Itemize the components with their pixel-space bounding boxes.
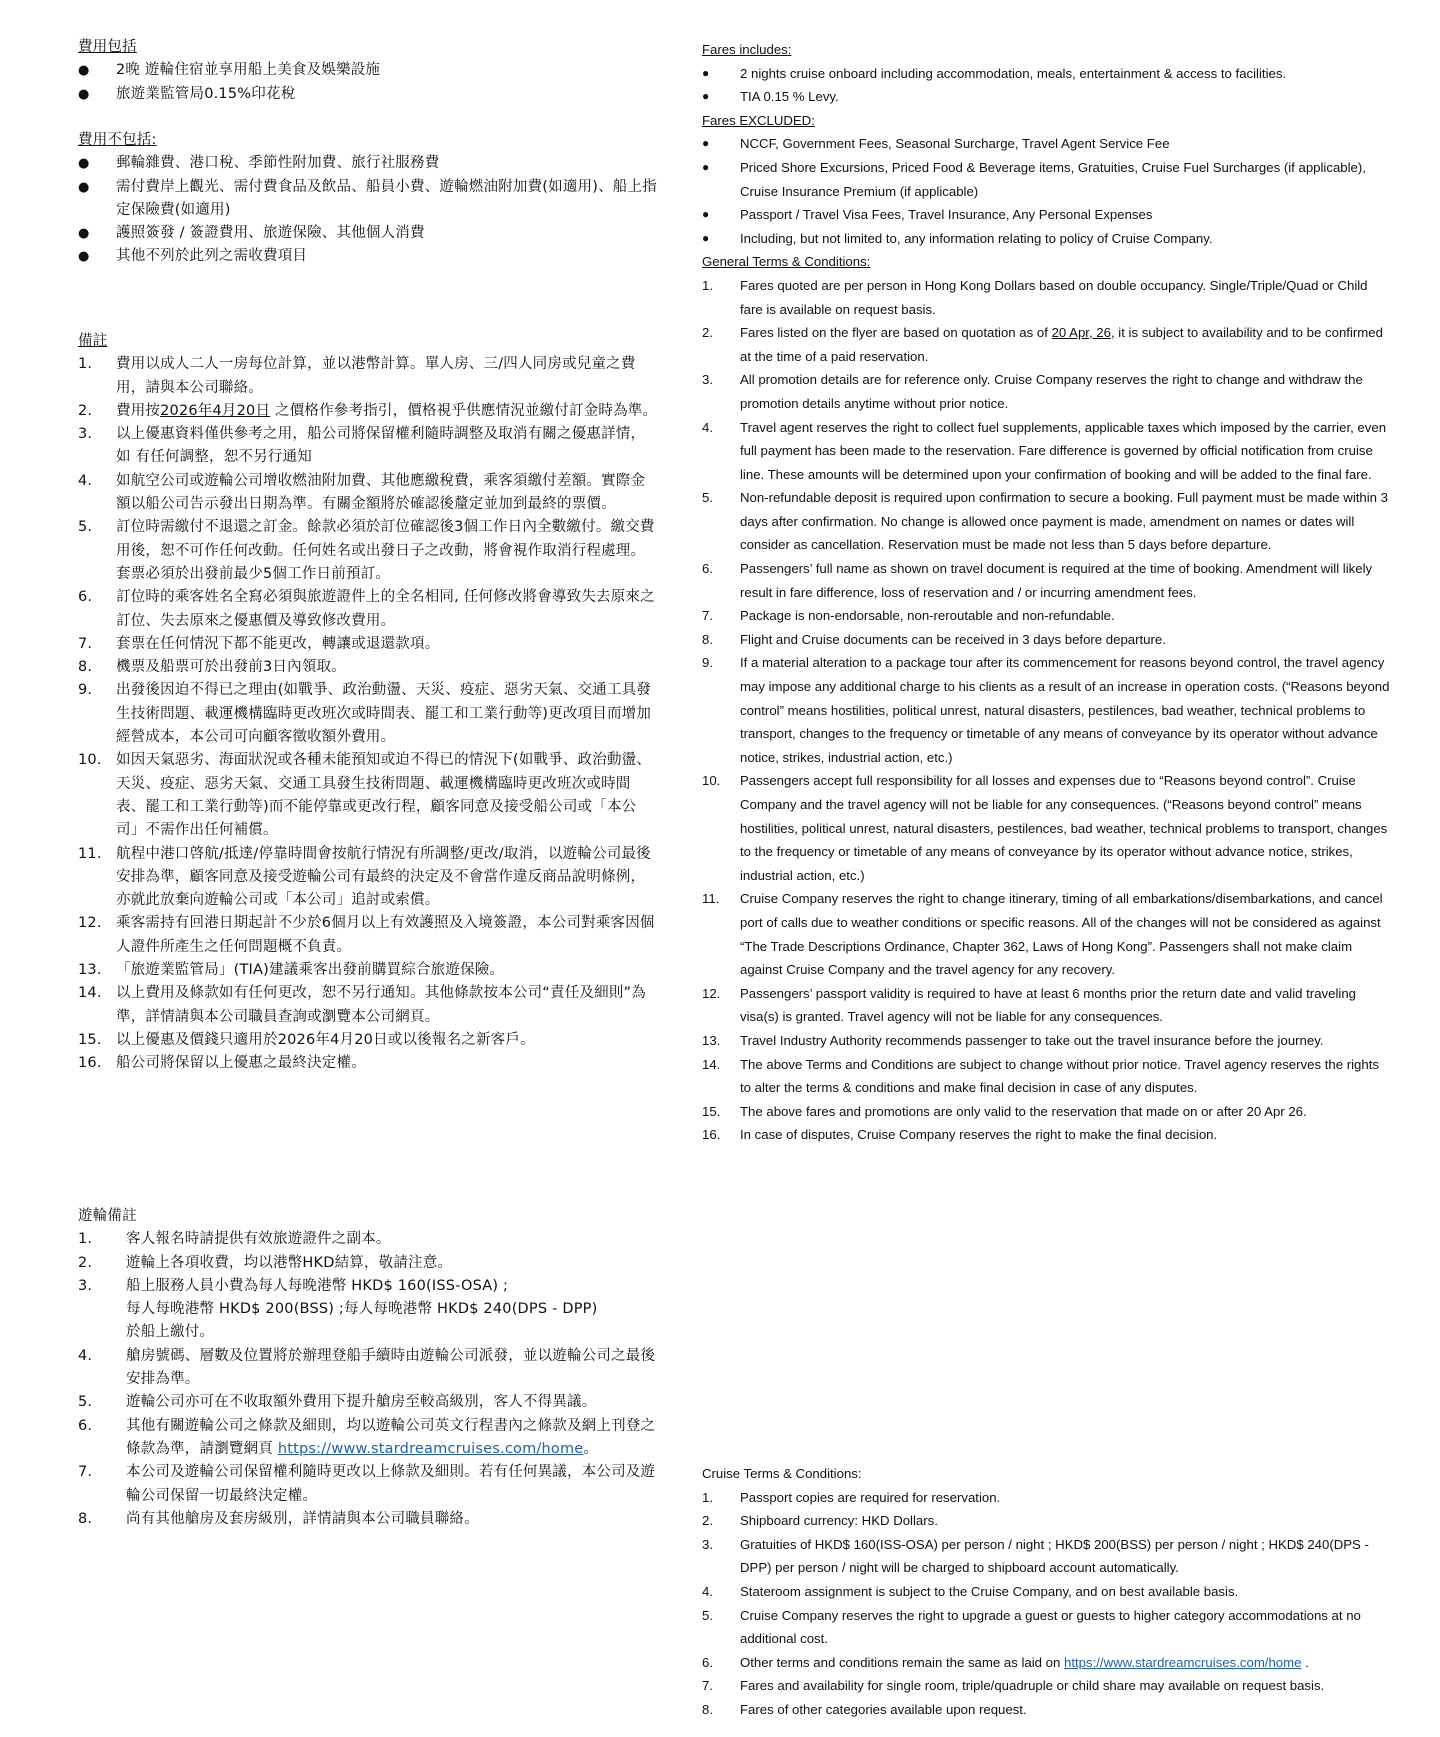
list-item: 8. 機票及船票可於出發前3日內領取。 — [78, 659, 346, 676]
list-item: 15. 以上優惠及價錢只適用於2026年4月20日或以後報名之新客戶。 — [78, 1031, 535, 1048]
en-included-title: Fares includes: — [702, 42, 792, 57]
list-item: 4. 艙房號碼、層數及位置將於辦理登船手續時由遊輪公司派發，並以遊輪公司之最後安排為準。 — [78, 1347, 656, 1388]
list-item: 4. Stateroom assignment is subject to the Cruise Company, and on best available basis. — [702, 1583, 1239, 1599]
list-item: 4. 如航空公司或遊輪公司增收燃油附加費、其他應繳稅費，乘客須繳付差額。實際金額以船公司告示發出日期為準。有關金額將於確認後釐定並加到最終的票價。 — [78, 472, 646, 513]
quote-date: 2026年4月20日 — [160, 402, 271, 419]
list-item: 3. 以上優惠資料僅供參考之用，船公司將保留權利隨時調整及取消有關之優惠詳情，如 有任何調整，恕不另行通知 — [78, 426, 646, 466]
list-item: ● 郵輪雜費、港口稅、季節性附加費、旅行社服務費 — [78, 152, 658, 175]
zh-excluded-title: 費用不包括: — [78, 132, 157, 148]
list-item: 7. Fares and availability for single room, triple/quadruple or child share may available on request basis. — [702, 1678, 1325, 1694]
list-item: 3. All promotion details are for reference only. Cruise Company reserves the right to change and withdraw the promotion details anytime without prior notice. — [702, 372, 1363, 411]
zh-remarks-section — [78, 330, 658, 1076]
list-item: 12. Passengers’ passport validity is required to have at least 6 months prior the return date and valid traveling visa(s) is granted. Travel agency will not be liable for any consequences. — [702, 985, 1356, 1025]
zh-cruise-section — [78, 1205, 658, 1531]
list-item: 4. Travel agent reserves the right to collect fuel supplements, applicable taxes which imposed by the carrier, even full payment has been made to the reservation. Fare difference is governed by official notification from cruise line. These amounts will be determined upon your confirmation of booking and will be added to the final fare. — [702, 419, 1387, 482]
list-item: 5. 訂位時需繳付不退還之訂金。餘款必須於訂位確認後3個工作日內全數繳付。繳交費用後，恕不可作任何改動。任何姓名或出發日子之改動，將會視作取消行程處理。套票必須於出發前最少5個工作日前預訂。 — [78, 519, 655, 582]
bullet-icon: ● — [78, 156, 90, 172]
bullet-icon: ● — [78, 86, 90, 102]
list-item: 10. Passengers accept full responsibility for all losses and expenses due to “Reasons beyond control”. Cruise Company and the travel agency will not be liable for any consequences. (“Reasons beyond control” means hostilities, political unrest, natural disasters, pestilences, bad weather, technical problems to transport, changes to the frequency or timetable of any means of conveyance by its operator without advance notice, strikes, industrial action, etc.) — [702, 773, 1388, 883]
list-item: ● 2 nights cruise onboard including accommodation, meals, entertainment & access to facilities. — [702, 62, 1392, 86]
list-item: ● Priced Shore Excursions, Priced Food & Beverage items, Gratuities, Cruise Fuel Surcharges (if applicable), Cruise Insurance Premium (if applicable) — [702, 156, 1392, 203]
bullet-icon: ● — [702, 89, 710, 104]
bullet-icon: ● — [78, 179, 90, 195]
bullet-icon: ● — [702, 136, 710, 151]
list-item: 1. Passport copies are required for reservation. — [702, 1489, 1001, 1505]
bullet-icon: ● — [78, 63, 90, 79]
list-item: ● 需付費岸上觀光、需付費食品及飲品、船員小費、遊輪燃油附加費(如適用)、船上指定保險費(如適用) — [78, 176, 658, 223]
list-item: 6. Passengers’ full name as shown on travel document is required at the time of booking. Amendment will likely result in fare difference, loss of reservation and / or incurring amendment fees. — [702, 561, 1373, 600]
bullet-icon: ● — [78, 226, 90, 242]
stardream-link[interactable]: https://www.stardreamcruises.com/home — [277, 1440, 584, 1457]
list-item: ● 其他不列於此列之需收費項目 — [78, 245, 658, 268]
stardream-link[interactable]: https://www.stardreamcruises.com/home — [1064, 1654, 1302, 1670]
list-item: 1. 客人報名時請提供有效旅遊證件之副本。 — [78, 1231, 391, 1248]
en-included-section — [702, 38, 1392, 1147]
quote-date: 20 Apr, 26 — [1051, 325, 1111, 341]
list-item: 3. 船上服務人員小費為每人每晚港幣 HKD$ 160(ISS-OSA) ; 每人每晚港幣 HKD$ 200(BSS) ;每人每晚港幣 HKD$ 240(DPS - DPP) 於船上繳付。 — [78, 1277, 598, 1341]
bullet-icon: ● — [702, 159, 710, 174]
list-item: 7. 套票在任何情況下都不能更改，轉讓或退還款項。 — [78, 635, 440, 652]
list-item: 8. Flight and Cruise documents can be received in 3 days before departure. — [702, 631, 1166, 647]
list-item: 14. 以上費用及條款如有任何更改，恕不另行通知。其他條款按本公司“責任及細則”為準，詳情請與本公司職員查詢或瀏覽本公司網頁。 — [78, 985, 646, 1025]
list-item: 11. 航程中港口啓航/抵達/停靠時間會按航行情況有所調整/更改/取消，以遊輪公司最後安排為準，顧客同意及接受遊輪公司有最終的決定及不會當作違反商品說明條例，亦就此放棄向遊輪公司或「本公司」追討或索償。 — [78, 845, 651, 909]
list-item: 6. Other terms and conditions remain the same as laid on https://www.stardreamcruises.com/home . — [702, 1654, 1309, 1670]
en-terms-title: General Terms & Conditions: — [702, 254, 871, 270]
list-item: 2. 遊輪上各項收費，均以港幣HKD結算，敬請注意。 — [78, 1254, 453, 1271]
list-item: 2. Fares listed on the flyer are based on quotation as of 20 Apr, 26, it is subject to availability and to be confirmed at the time of a paid reservation. — [702, 325, 1383, 364]
list-item: 15. The above fares and promotions are only valid to the reservation that made on or after 20 Apr 26. — [702, 1103, 1307, 1119]
list-item: 14. The above Terms and Conditions are subject to change without prior notice. Travel agency reserves the rights to alter the terms & conditions and make final decision in case of any disputes. — [702, 1056, 1379, 1096]
list-item: 8. Fares of other categories available upon request. — [702, 1701, 1027, 1717]
list-item: 16. In case of disputes, Cruise Company reserves the right to make the final decision. — [702, 1127, 1218, 1143]
list-item: ● 2晚 遊輪住宿並享用船上美食及娛樂設施 — [78, 59, 658, 82]
zh-excluded-section — [78, 129, 658, 269]
list-item: 11. Cruise Company reserves the right to change itinerary, timing of all embarkations/disembarkations, and cancel port of calls due to weather conditions or specific reasons. All of the changes will not be considered as against “The Trade Descriptions Ordinance, Chapter 362, Laws of Hong Kong”. Passengers shall not make claim against Cruise Company and the travel agency for any recovery. — [702, 891, 1383, 978]
list-item: 2. Shipboard currency: HKD Dollars. — [702, 1513, 938, 1529]
list-item: 16. 船公司將保留以上優惠之最終決定權。 — [78, 1055, 366, 1072]
zh-included-section — [78, 36, 658, 106]
en-cruise-title: Cruise Terms & Conditions: — [702, 1466, 862, 1481]
list-item: 9. If a material alteration to a package tour after its commencement for reasons beyond control, the travel agency may impose any additional charge to his clients as a result of an increase in operation costs. (“Reasons beyond control” means hostilities, political unrest, natural disasters, pestilences, bad weather, technical problems to transport, changes to the frequency or timetable of any means of conveyance by its operator without advance notice, strikes, industrial action, etc.) — [702, 655, 1390, 765]
list-item: 10. 如因天氣惡劣、海面狀況或各種未能預知或迫不得已的情況下(如戰爭、政治動盪、天災、疫症、惡劣天氣、交通工具發生技術問題、載運機構臨時更改班次或時間表、罷工和工業行動等)而不能停靠或更改行程，顧客同意及接受船公司或「本公司」不需作出任何補償。 — [78, 752, 652, 839]
list-item: ● TIA 0.15 % Levy. — [702, 85, 1392, 109]
list-item: 3. Gratuities of HKD$ 160(ISS-OSA) per person / night ; HKD$ 200(BSS) per person / night ; HKD$ 240(DPS - DPP) per person / night will be charged to shipboard account automatically. — [702, 1536, 1369, 1576]
list-item: ● 旅遊業監管局0.15%印花稅 — [78, 83, 658, 106]
zh-included-title: 費用包括 — [78, 39, 137, 55]
bullet-icon: ● — [702, 207, 710, 222]
list-item: 5. Non-refundable deposit is required upon confirmation to secure a booking. Full payment must be made within 3 days after confirmation. No change is allowed once payment is made, amendment on names or dates will consider as cancellation. Reservation must be made not less than 5 days before departure. — [702, 490, 1389, 553]
list-item: ● Passport / Travel Visa Fees, Travel Insurance, Any Personal Expenses — [702, 203, 1392, 227]
list-item: 1. Fares quoted are per person in Hong Kong Dollars based on double occupancy. Single/Triple/Quad or Child fare is available on request basis. — [702, 277, 1368, 317]
list-item: 2. 費用按2026年4月20日 之價格作參考指引，價格視乎供應情況並繳付訂金時為準。 — [78, 402, 658, 419]
list-item: 6. 其他有關遊輪公司之條款及細則，均以遊輪公司英文行程書內之條款及網上刊登之條款為準，請瀏覽網頁 https://www.stardreamcruises.com/home。 — [78, 1417, 656, 1457]
list-item: 9. 出發後因迫不得已之理由(如戰爭、政治動盪、天災、疫症、惡劣天氣、交通工具發生技術問題、載運機構臨時更改班次或時間表、罷工和工業行動等)更改項目而增加經營成本，本公司可向顧客徵收額外費用。 — [78, 682, 652, 746]
list-item: 12. 乘客需持有回港日期起計不少於6個月以上有效護照及入境簽證，本公司對乘客因個人證件所產生之任何問題概不負責。 — [78, 915, 655, 955]
list-item: 8. 尚有其他艙房及套房級別，詳情請與本公司職員聯絡。 — [78, 1510, 479, 1527]
bullet-icon: ● — [702, 230, 710, 245]
list-item: 7. 本公司及遊輪公司保留權利隨時更改以上條款及細則。若有任何異議，本公司及遊輪公司保留一切最終決定權。 — [78, 1464, 656, 1504]
bullet-icon: ● — [702, 65, 710, 80]
list-item: 7. Package is non-endorsable, non-reroutable and non-refundable. — [702, 608, 1115, 624]
list-item: 13. 「旅遊業監管局」(TIA)建議乘客出發前購買綜合旅遊保險。 — [78, 962, 505, 979]
en-excluded-title: Fares EXCLUDED: — [702, 112, 815, 128]
bullet-icon: ● — [78, 249, 90, 265]
zh-remarks-title: 備註 — [78, 333, 108, 349]
list-item: ● NCCF, Government Fees, Seasonal Surcharge, Travel Agent Service Fee — [702, 132, 1392, 156]
list-item: 5. 遊輪公司亦可在不收取額外費用下提升艙房至較高級別，客人不得異議。 — [78, 1394, 597, 1411]
zh-cruise-title: 遊輪備註 — [78, 1208, 137, 1224]
list-item: ● 護照簽發 / 簽證費用、旅遊保險、其他個人消費 — [78, 222, 658, 245]
list-item: 1. 費用以成人二人一房每位計算，並以港幣計算。單人房、三/四人同房或兒童之費用，請與本公司聯絡。 — [78, 356, 636, 396]
en-cruise-section — [702, 1462, 1392, 1722]
list-item: 5. Cruise Company reserves the right to upgrade a guest or guests to higher category accommodations at no additional cost. — [702, 1607, 1361, 1647]
list-item: ● Including, but not limited to, any information relating to policy of Cruise Company. — [702, 227, 1392, 251]
list-item: 6. 訂位時的乘客姓名全寫必須與旅遊證件上的全名相同, 任何修改將會導致失去原來之訂位、失去原來之優惠價及導致修改費用。 — [78, 589, 655, 629]
list-item: 13. Travel Industry Authority recommends passenger to take out the travel insurance before the journey. — [702, 1032, 1324, 1048]
